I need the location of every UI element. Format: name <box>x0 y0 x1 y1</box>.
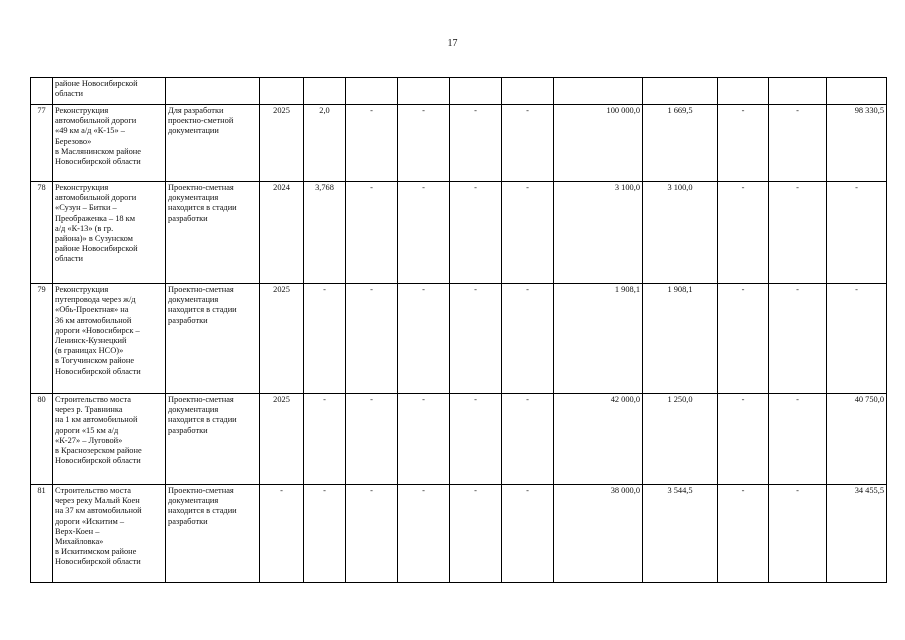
cell-total: 100 000,0 <box>554 105 643 182</box>
cell-total: 1 908,1 <box>554 284 643 394</box>
cell-num: 80 <box>31 394 53 485</box>
cell-status: Проектно-сметная документация находится в стадии разработки <box>166 394 260 485</box>
projects-table <box>30 77 887 583</box>
cell-status: Проектно-сметная документация находится в стадии разработки <box>166 182 260 284</box>
cell-length: 2,0 <box>304 105 346 182</box>
cell-total: 3 100,0 <box>554 182 643 284</box>
table-row-carry-over <box>31 78 887 105</box>
cell-length: - <box>304 485 346 583</box>
cell-length: - <box>304 394 346 485</box>
cell-num: 77 <box>31 105 53 182</box>
cell-total: 38 000,0 <box>554 485 643 583</box>
cell-length: - <box>304 284 346 394</box>
cell-year: 2025 <box>260 105 304 182</box>
cell-status: Проектно-сметная документация находится в стадии разработки <box>166 284 260 394</box>
cell-year: 2024 <box>260 182 304 284</box>
cell-total: 42 000,0 <box>554 394 643 485</box>
cell-num: 78 <box>31 182 53 284</box>
page-number: 17 <box>447 38 458 49</box>
cell-status: Для разработки проектно-сметной документации <box>166 105 260 182</box>
cell-name: Реконструкция путепровода через ж/д «Обь-Проектная» на 36 км автомобильной дороги «Новосибирск – Ленинск-Кузнецкий (в границах НСО)» в Тогучинском районе Новосибирской области <box>53 284 166 394</box>
cell-year: 2025 <box>260 394 304 485</box>
table-row: 77 Реконструкция автомобильной дороги «49 км а/д «К-15» – Березово» в Маслянинском районе Новосибирской области Для разработки проектно-сметной документации 2025 2,0 - - - - 100 000,0 1 669,5 - - 98 330,5 <box>31 105 887 182</box>
cell-status: Проектно-сметная документация находится в стадии разработки <box>166 485 260 583</box>
cell-name: районе Новосибирской области <box>53 78 166 105</box>
cell-name: Строительство моста через реку Малый Коен на 37 км автомобильной дороги «Искитим – Верх-Коен – Михайловка» в Искитимском районе Новосибирской области <box>53 485 166 583</box>
table-row: 78 Реконструкция автомобильной дороги «Сузун – Битки – Преображенка – 18 км а/д «К-13» (в гр. района)» в Сузунском районе Новосибирской области Проектно-сметная документация находится в стадии разработки 2024 3,768 - - - - 3 100,0 3 100,0 - - - <box>31 182 887 284</box>
cell-num <box>31 78 53 105</box>
cell-year: 2025 <box>260 284 304 394</box>
cell-year: - <box>260 485 304 583</box>
cell-length: 3,768 <box>304 182 346 284</box>
cell-name: Строительство моста через р. Травнинка на 1 км автомобильной дороги «15 км а/д «К-27» – Луговой» в Краснозерском районе Новосибирской области <box>53 394 166 485</box>
cell-num: 79 <box>31 284 53 394</box>
table-row: 80 Строительство моста через р. Травнинка на 1 км автомобильной дороги «15 км а/д «К-27» – Луговой» в Краснозерском районе Новосибирской области Проектно-сметная документация находится в стадии разработки 2025 - - - - - 42 000,0 1 250,0 - - 40 750,0 <box>31 394 887 485</box>
cell-name: Реконструкция автомобильной дороги «Сузун – Битки – Преображенка – 18 км а/д «К-13» (в гр. района)» в Сузунском районе Новосибирской области <box>53 182 166 284</box>
table-row: 81 Строительство моста через реку Малый Коен на 37 км автомобильной дороги «Искитим – Верх-Коен – Михайловка» в Искитимском районе Новосибирской области Проектно-сметная документация находится в стадии разработки - - - - - - 38 000,0 3 544,5 - - 34 455,5 <box>31 485 887 583</box>
table-row: 79 Реконструкция путепровода через ж/д «Обь-Проектная» на 36 км автомобильной дороги «Новосибирск – Ленинск-Кузнецкий (в границах НСО)» в Тогучинском районе Новосибирской области Проектно-сметная документация находится в стадии разработки 2025 - - - - - 1 908,1 1 908,1 - - - <box>31 284 887 394</box>
cell-name: Реконструкция автомобильной дороги «49 км а/д «К-15» – Березово» в Маслянинском районе Новосибирской области <box>53 105 166 182</box>
cell-num: 81 <box>31 485 53 583</box>
